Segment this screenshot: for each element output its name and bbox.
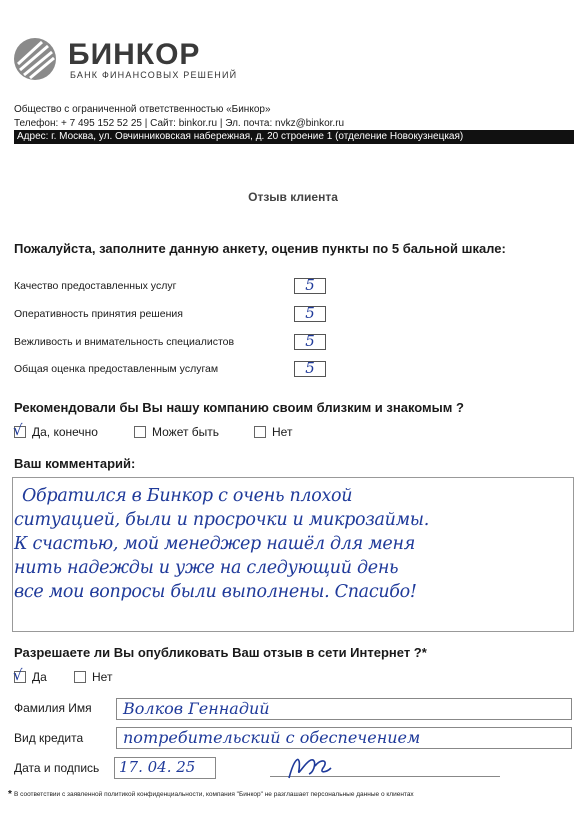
rating-label-speed: Оперативность принятия решения	[14, 308, 183, 320]
instruction-text: Пожалуйста, заполните данную анкету, оценив пункты по 5 бальной шкале:	[14, 241, 506, 256]
recommend-no-checkbox[interactable]	[254, 426, 266, 438]
rating-value-speed: 5	[305, 304, 315, 322]
contacts-line: Телефон: + 7 495 152 52 25 | Сайт: binkor.ru | Эл. почта: nvkz@binkor.ru	[14, 118, 345, 129]
company-name: Общество с ограниченной ответственностью «Бинкор»	[14, 104, 271, 115]
rating-label-quality: Качество предоставленных услуг	[14, 280, 177, 292]
rating-box-overall[interactable]	[294, 361, 326, 377]
form-title: Отзыв клиента	[248, 190, 338, 204]
rating-value-politeness: 5	[305, 332, 315, 350]
recommend-option-no: Нет	[272, 425, 293, 439]
comment-line: все мои вопросы были выполнены. Спасибо!	[14, 582, 417, 602]
date-field[interactable]	[114, 757, 216, 779]
recommend-option-yes: Да, конечно	[32, 425, 98, 439]
rating-box-speed[interactable]	[294, 306, 326, 322]
comment-line: ситуацией, были и просрочки и микрозаймы.	[14, 510, 430, 530]
name-field[interactable]	[116, 698, 572, 720]
rating-label-politeness: Вежливость и внимательность специалистов	[14, 336, 235, 348]
publish-question: Разрешаете ли Вы опубликовать Ваш отзыв в сети Интернет ?*	[14, 645, 427, 660]
comment-line: нить надежды и уже на следующий день	[14, 558, 399, 578]
rating-box-quality[interactable]	[294, 278, 326, 294]
address-bar: Адрес: г. Москва, ул. Овчинниковская набережная, д. 20 строение 1 (отделение Новокузнецкая)	[14, 130, 574, 144]
check-icon: √	[13, 421, 23, 439]
recommend-maybe-checkbox[interactable]	[134, 426, 146, 438]
brand-name: БИНКОР	[68, 38, 201, 71]
comment-line: К счастью, мой менеджер нашёл для меня	[14, 534, 415, 554]
date-value: 17. 04. 25	[119, 758, 196, 776]
logo-icon	[12, 36, 58, 82]
rating-value-quality: 5	[305, 276, 315, 294]
signature-image	[285, 752, 333, 782]
footnote-mark: *	[8, 789, 12, 800]
comment-line: Обратился в Бинкор с очень плохой	[22, 486, 353, 506]
publish-option-yes: Да	[32, 670, 47, 684]
recommend-yes-checkbox[interactable]	[13, 421, 26, 439]
check-icon: √	[13, 666, 23, 684]
rating-label-overall: Общая оценка предоставленным услугам	[14, 363, 219, 375]
credit-field[interactable]	[116, 727, 572, 749]
date-label: Дата и подпись	[14, 761, 100, 775]
brand-subtitle: БАНК ФИНАНСОВЫХ РЕШЕНИЙ	[70, 70, 238, 80]
recommend-question: Рекомендовали бы Вы нашу компанию своим близким и знакомым ?	[14, 400, 464, 415]
credit-value: потребительский с обеспечением	[123, 728, 421, 747]
publish-option-no: Нет	[92, 670, 113, 684]
publish-no-checkbox[interactable]	[74, 671, 86, 683]
credit-label: Вид кредита	[14, 731, 84, 745]
name-label: Фамилия Имя	[14, 701, 92, 715]
footnote-text: В соответствии с заявленной политикой конфиденциальности, компания "Бинкор" не разглашает персональные данные о клиентах	[14, 791, 414, 798]
rating-box-politeness[interactable]	[294, 334, 326, 350]
comment-label: Ваш комментарий:	[14, 456, 136, 471]
publish-yes-checkbox[interactable]	[13, 666, 26, 684]
recommend-option-maybe: Может быть	[152, 425, 220, 439]
rating-value-overall: 5	[305, 359, 315, 377]
name-value: Волков Геннадий	[123, 699, 270, 718]
